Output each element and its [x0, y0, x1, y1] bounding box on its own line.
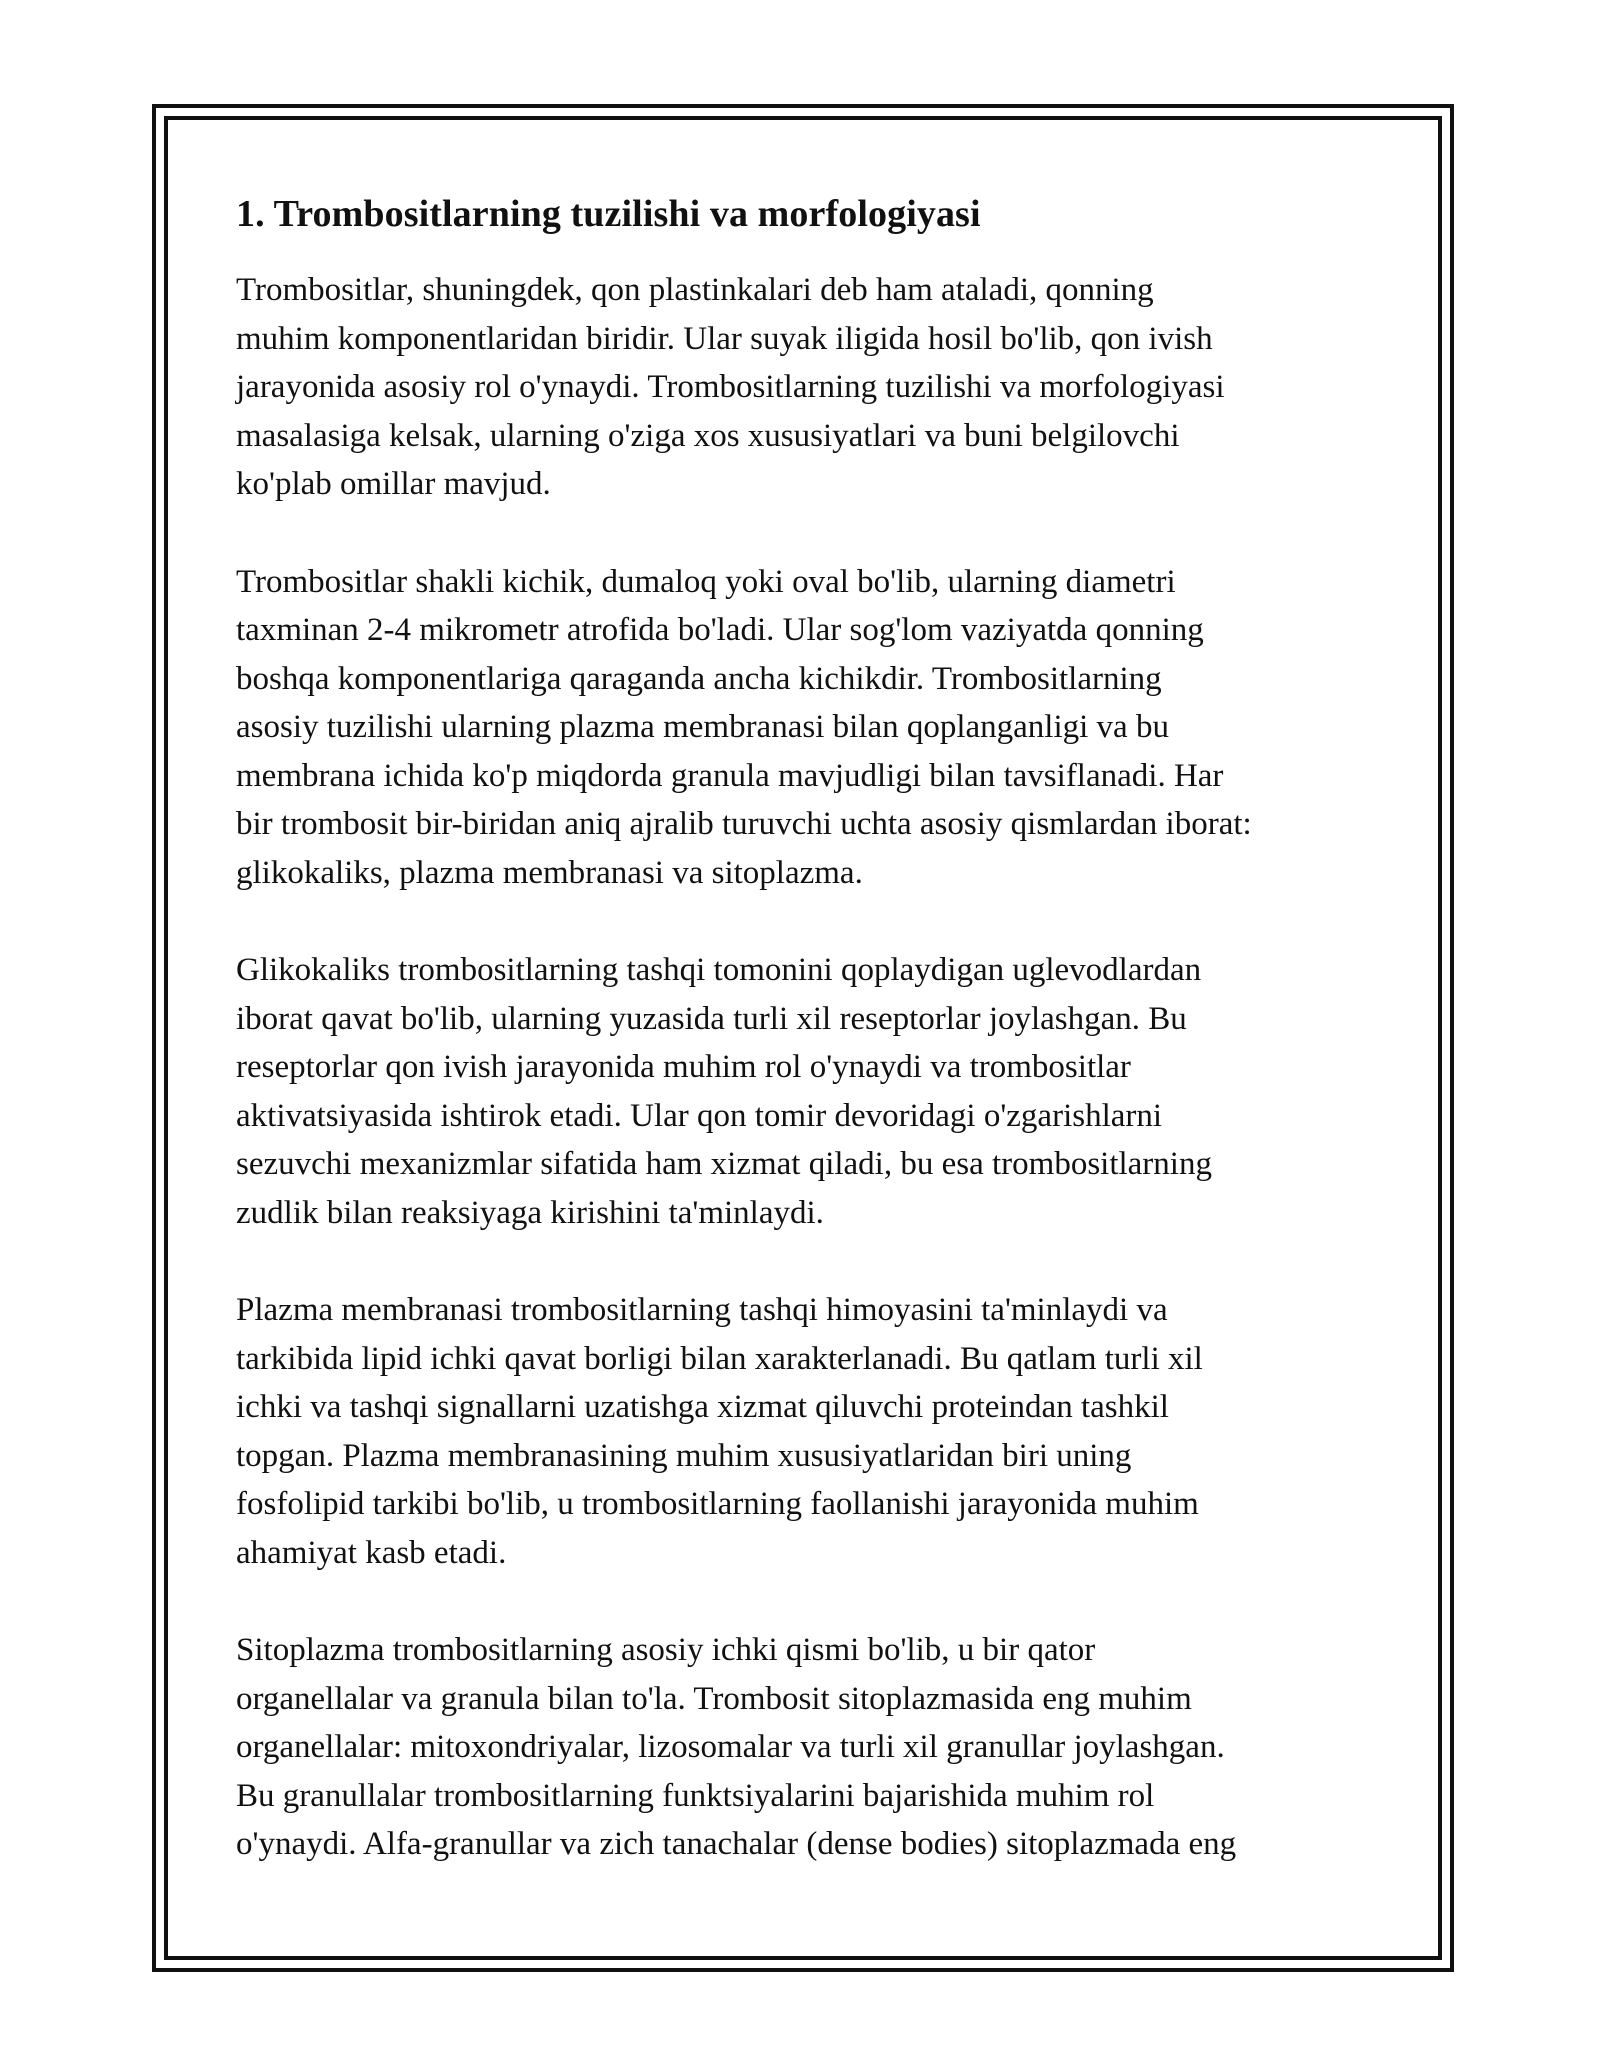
text-line: ahamiyat kasb etadi.	[236, 1534, 507, 1571]
text-line: iborat qavat bo'lib, ularning yuzasida turli xil reseptorlar joylashgan. Bu	[236, 1000, 1187, 1037]
text-line: o'ynaydi. Alfa-granullar va zich tanachalar (dense bodies) sitoplazmada eng	[236, 1826, 1237, 1862]
text-line: topgan. Plazma membranasining muhim xususiyatlaridan biri uning	[236, 1437, 1132, 1474]
text-line: glikokaliks, plazma membranasi va sitoplazma.	[236, 854, 863, 891]
text-line: Plazma membranasi trombositlarning tashqi himoyasini ta'minlaydi va	[236, 1292, 1168, 1328]
text-line: ichki va tashqi signallarni uzatishga xizmat qiluvchi proteindan tashkil	[236, 1389, 1169, 1425]
paragraph-glycocalyx	[236, 946, 1386, 1237]
text-line: tarkibida lipid ichki qavat borligi bilan xarakterlanadi. Bu qatlam turli xil	[236, 1340, 1203, 1377]
text-line: bir trombosit bir-biridan aniq ajralib turuvchi uchta asosiy qismlardan iborat:	[236, 806, 1252, 842]
text-line: masalasiga kelsak, ularning o'ziga xos xususiyatlari va buni belgilovchi	[236, 417, 1180, 454]
text-line: zudlik bilan reaksiyaga kirishini ta'minlaydi.	[236, 1194, 824, 1231]
paragraph-intro	[236, 266, 1386, 509]
text-line: organellalar va granula bilan to'la. Trombosit sitoplazmasida eng muhim	[236, 1680, 1192, 1717]
text-line: ko'plab omillar mavjud.	[236, 466, 551, 502]
text-line: taxminan 2-4 mikrometr atrofida bo'ladi. Ular sog'lom vaziyatda qonning	[236, 612, 1204, 648]
text-line: Glikokaliks trombositlarning tashqi tomonini qoplaydigan uglevodlardan	[236, 952, 1202, 988]
text-line: boshqa komponentlariga qaraganda ancha kichikdir. Trombositlarning	[236, 660, 1162, 697]
text-line: fosfolipid tarkibi bo'lib, u trombositlarning faollanishi jarayonida muhim	[236, 1486, 1199, 1522]
text-line: asosiy tuzilishi ularning plazma membranasi bilan qoplanganligi va bu	[236, 709, 1169, 745]
text-line: reseptorlar qon ivish jarayonida muhim rol o'ynaydi va trombositlar	[236, 1049, 1131, 1085]
paragraph-shape	[236, 558, 1386, 898]
paragraph-cytoplasm	[236, 1626, 1386, 1869]
text-line: Trombositlar, shuningdek, qon plastinkalari deb ham ataladi, qonning	[236, 272, 1154, 308]
text-line: membrana ichida ko'p miqdorda granula mavjudligi bilan tavsiflanadi. Har	[236, 757, 1224, 794]
text-line: jarayonida asosiy rol o'ynaydi. Trombositlarning tuzilishi va morfologiyasi	[236, 369, 1225, 405]
document-body	[236, 190, 1386, 1918]
text-line: aktivatsiyasida ishtirok etadi. Ular qon tomir devoridagi o'zgarishlarni	[236, 1097, 1163, 1134]
text-line: sezuvchi mexanizmlar sifatida ham xizmat qiladi, bu esa trombositlarning	[236, 1146, 1212, 1182]
text-line: muhim komponentlaridan biridir. Ular suyak iligida hosil bo'lib, qon ivish	[236, 320, 1213, 357]
text-line: Bu granullalar trombositlarning funktsiyalarini bajarishida muhim rol	[236, 1777, 1155, 1814]
paragraph-plasma-membrane	[236, 1286, 1386, 1577]
text-line: organellalar: mitoxondriyalar, lizosomalar va turli xil granullar joylashgan.	[236, 1729, 1225, 1765]
text-line: Trombositlar shakli kichik, dumaloq yoki oval bo'lib, ularning diametri	[236, 563, 1176, 600]
section-heading: 1. Trombositlarning tuzilishi va morfologiyasi	[236, 193, 981, 235]
text-line: Sitoplazma trombositlarning asosiy ichki qismi bo'lib, u bir qator	[236, 1632, 1096, 1668]
